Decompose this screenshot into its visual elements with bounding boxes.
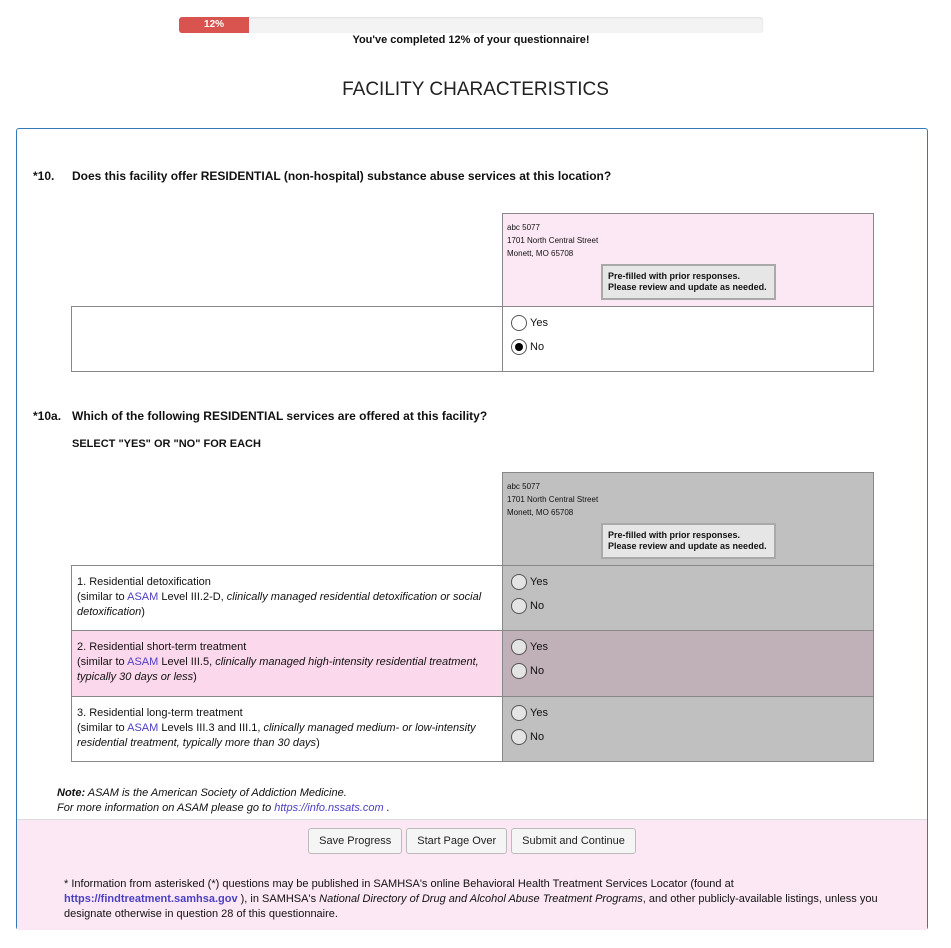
findtreatment-link[interactable]: https://findtreatment.samhsa.gov [64, 893, 238, 905]
facility-name: abc 5077 [507, 223, 540, 232]
facility-city: Monett, MO 65708 [507, 249, 574, 258]
q10a-table [71, 472, 874, 762]
asam-link[interactable]: ASAM [127, 722, 159, 734]
start-page-over-button[interactable]: Start Page Over [406, 828, 507, 854]
table-row [72, 631, 874, 697]
table-row [72, 566, 874, 631]
q10-table [71, 213, 874, 372]
row2-no-radio[interactable]: No [511, 663, 873, 679]
question-number: *10a. [33, 409, 62, 423]
row1-no-radio[interactable]: No [511, 598, 873, 614]
asam-link[interactable]: ASAM [127, 591, 159, 603]
progress-bar [179, 17, 763, 33]
progress-fill: 12% [179, 17, 249, 33]
service-description: 3. Residential long-term treatment (similar to ASAM Levels III.3 and III.1, clinically managed medium- or low-intensity residential treatment, typically more than 30 days) [72, 697, 503, 762]
facility-info [503, 214, 874, 307]
q10-yes-radio[interactable]: Yes [511, 315, 873, 331]
facility-info: abc 5077 1701 North Central Street Monett, MO 65708 Pre-filled with prior responses. Please review and update as needed. [503, 473, 874, 566]
facility-street: 1701 North Central Street [507, 236, 599, 245]
asam-link[interactable]: ASAM [127, 656, 159, 668]
submit-continue-button[interactable]: Submit and Continue [511, 828, 636, 854]
question-text: Does this facility offer RESIDENTIAL (non-hospital) substance abuse services at this location? [72, 169, 612, 183]
row1-yes-radio[interactable]: Yes [511, 574, 873, 590]
question-text: Which of the following RESIDENTIAL services are offered at this facility? [72, 409, 488, 423]
asam-note: Note: ASAM is the American Society of Addiction Medicine. For more information on ASAM please go to https://info.nssats.com . [57, 787, 390, 814]
disclaimer: * Information from asterisked (*) questions may be published in SAMHSA's online Behavioral Health Treatment Services Locator (found at https://findtreatment.samhsa.gov ), in SAMHSA's National Directory of Drug and Alcohol Abuse Treatment Programs, and other publicly-available listings, unless you designate otherwise in question 28 of this questionnaire. [64, 878, 878, 920]
progress-message: You've completed 12% of your questionnaire! [352, 34, 590, 46]
question-10 [33, 169, 611, 183]
prefill-notice: Pre-filled with prior responses. Please review and update as needed. [601, 523, 776, 559]
prefill-notice: Pre-filled with prior responses. Please review and update as needed. [601, 264, 776, 300]
page-title: FACILITY CHARACTERISTICS [342, 79, 609, 100]
question-panel [16, 128, 928, 930]
row3-no-radio[interactable]: No [511, 729, 873, 745]
question-number: *10. [33, 169, 55, 183]
instruction: SELECT "YES" OR "NO" FOR EACH [72, 438, 261, 450]
save-progress-button[interactable]: Save Progress [308, 828, 402, 854]
row3-yes-radio[interactable]: Yes [511, 705, 873, 721]
service-description: 1. Residential detoxification (similar to ASAM Level III.2-D, clinically managed residential detoxification or social detoxification) [72, 566, 503, 631]
service-description: 2. Residential short-term treatment (similar to ASAM Level III.5, clinically managed high-intensity residential treatment, typically 30 days or less) [72, 631, 503, 697]
footer [17, 819, 927, 930]
row2-yes-radio[interactable]: Yes [511, 639, 873, 655]
question-10a [33, 409, 487, 423]
q10-no-radio[interactable]: No [511, 339, 873, 355]
table-row [72, 697, 874, 762]
nssats-link[interactable]: https://info.nssats.com [274, 802, 384, 814]
